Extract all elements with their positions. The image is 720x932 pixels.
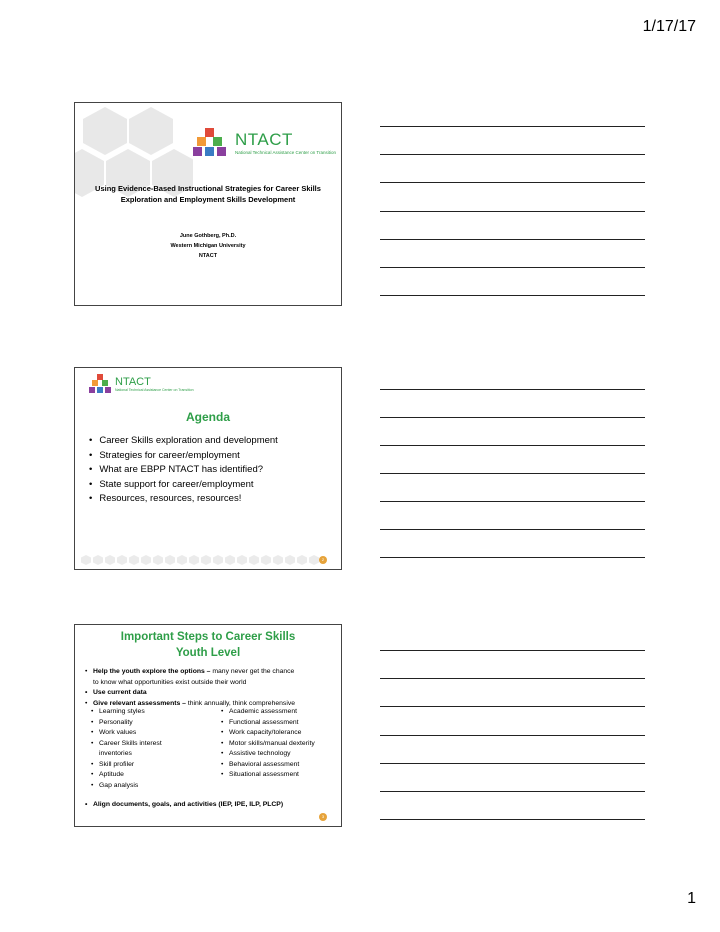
title-line-1: Important Steps to Career Skills [120, 631, 296, 643]
title-line-2: Exploration and Employment Skills Development [120, 195, 296, 204]
list-item: • Strategies for career/employment [89, 449, 278, 464]
ntact-logo-small [89, 374, 194, 394]
list-item: • Learning styles [91, 707, 203, 718]
slide-title [74, 102, 342, 306]
agenda-title: Agenda [185, 410, 230, 424]
list-item: • Work values [91, 728, 203, 739]
assessment-column-1 [91, 707, 203, 791]
logo-name: NTACT [115, 376, 151, 388]
ntact-logo [193, 127, 336, 157]
list-item: • State support for career/employment [89, 478, 278, 493]
title-line-2: Youth Level [175, 647, 241, 659]
list-item: • Skill profiler [91, 760, 203, 771]
list-item: • Career Skills exploration and development [89, 434, 278, 449]
slide-important-steps [74, 624, 342, 827]
author-name: June Gothberg, Ph.D. [179, 233, 237, 239]
cubes-icon [193, 127, 227, 157]
slide3-bullets [85, 667, 335, 709]
list-item: • Resources, resources, resources! [89, 492, 278, 507]
assessment-columns [91, 707, 333, 791]
slide-number-badge: 2 [319, 556, 327, 564]
list-item: • Gap analysis [91, 781, 203, 792]
list-item: • Functional assessment [221, 718, 333, 729]
slide1-author-block [75, 231, 341, 261]
page-number: 1 [687, 890, 696, 907]
list-item: • Align documents, goals, and activities (IEP, IPE, ILP, PLCP) [85, 801, 283, 808]
list-item: • Personality [91, 718, 203, 729]
list-item: • Motor skills/manual dexterity [221, 739, 333, 750]
slide-agenda [74, 367, 342, 570]
list-item: • What are EBPP NTACT has identified? [89, 463, 278, 478]
list-item: • Behavioral assessment [221, 760, 333, 771]
list-item: • Career Skills interest [91, 739, 203, 750]
list-item: • Use current data [85, 688, 335, 699]
cubes-icon [89, 374, 111, 394]
list-item: • Assistive technology [221, 749, 333, 760]
list-item: • Situational assessment [221, 770, 333, 781]
assessment-column-2 [221, 707, 333, 791]
list-item: • Academic assessment [221, 707, 333, 718]
list-item: • Help the youth explore the options – many never get the chance to know what opportunities exist outside their world [85, 667, 335, 688]
title-line-1: Using Evidence-Based Instructional Strategies for Career Skills [95, 184, 321, 193]
header-date: 1/17/17 [642, 18, 696, 35]
logo-subtitle: National Technical Assistance Center on Transition [115, 388, 194, 392]
list-item-continuation: inventories [99, 750, 132, 757]
logo-name: NTACT [235, 129, 293, 149]
slide-number-badge: 3 [319, 813, 327, 821]
author-org: NTACT [198, 253, 218, 259]
logo-subtitle: National Technical Assistance Center on Transition [235, 149, 336, 155]
list-item: • Aptitude [91, 770, 203, 781]
cube-footer-decoration [81, 555, 321, 565]
agenda-list [89, 434, 278, 507]
list-item: • Work capacity/tolerance [221, 728, 333, 739]
slide3-title [75, 629, 341, 661]
author-affiliation: Western Michigan University [170, 243, 246, 249]
slide1-title [75, 183, 341, 205]
list-item: • Give relevant assessments – think annually, think comprehensive [85, 699, 335, 710]
